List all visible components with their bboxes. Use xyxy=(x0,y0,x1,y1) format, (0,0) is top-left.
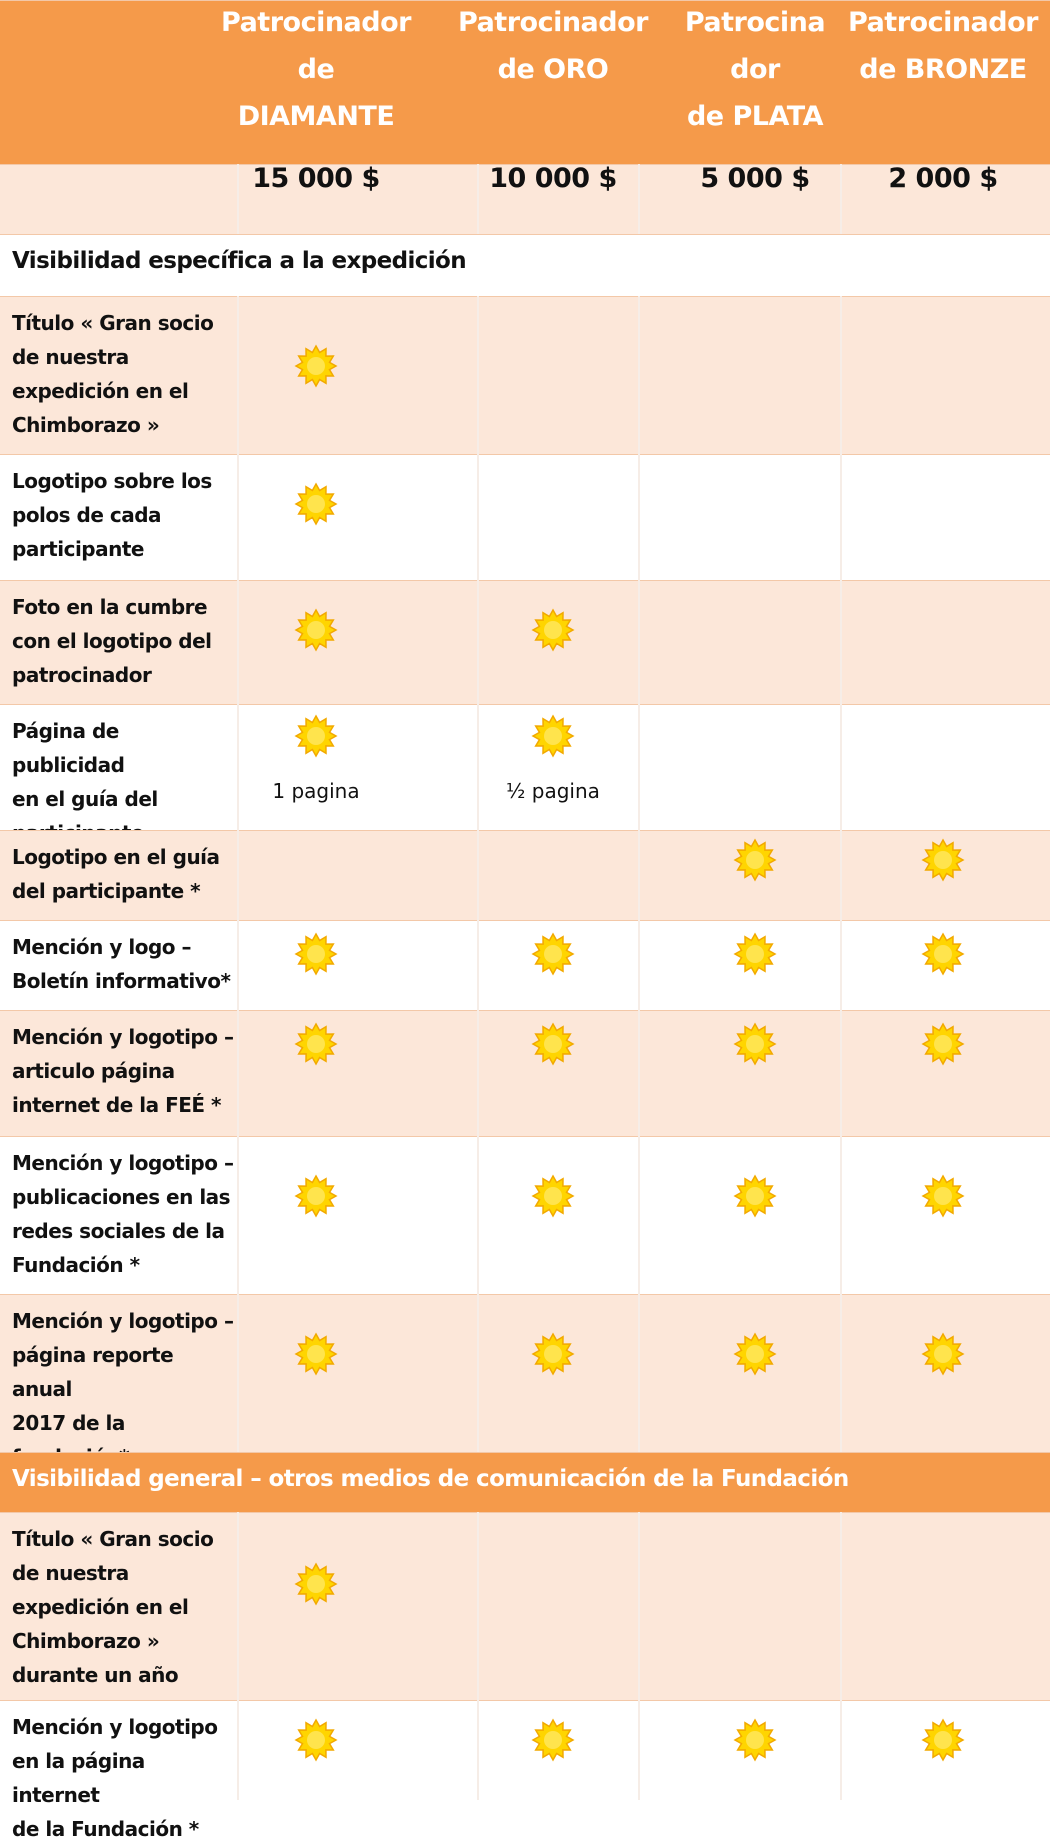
column-divider xyxy=(237,296,239,1452)
sun-icon xyxy=(294,1718,338,1762)
feature-label xyxy=(12,1304,234,1474)
sun-icon xyxy=(294,1022,338,1066)
row-divider xyxy=(0,1512,1050,1513)
tier-header-line: Patrocinador xyxy=(458,7,648,38)
feature-line: publicaciones en las xyxy=(12,1185,231,1209)
feature-label xyxy=(12,1522,234,1692)
tier-price-1: 10 000 $ xyxy=(489,163,617,194)
sun-icon xyxy=(733,838,777,882)
column-divider xyxy=(638,164,640,234)
feature-line: participante xyxy=(12,537,144,561)
feature-label xyxy=(12,306,234,442)
feature-line: Título « Gran socio xyxy=(12,311,214,335)
tier-price-0: 15 000 $ xyxy=(252,163,380,194)
sun-icon xyxy=(921,1174,965,1218)
tier-header-line: dor xyxy=(730,54,780,85)
tier-header-line: de DIAMANTE xyxy=(237,54,395,132)
row-divider xyxy=(0,454,1050,455)
row-divider xyxy=(0,580,1050,581)
feature-line: Foto en la cumbre xyxy=(12,595,208,619)
tier-header-2 xyxy=(655,0,855,140)
feature-line: expedición en el xyxy=(12,1595,189,1619)
sun-icon xyxy=(733,1174,777,1218)
tier-header-line: Patrocina xyxy=(684,7,826,38)
sun-icon xyxy=(531,608,575,652)
feature-line: Mención y logotipo – xyxy=(12,1025,234,1049)
sun-icon xyxy=(921,1022,965,1066)
feature-line: con el logotipo del xyxy=(12,629,212,653)
sun-icon xyxy=(921,1718,965,1762)
sun-icon xyxy=(294,1332,338,1376)
feature-line: Fundación * xyxy=(12,1253,140,1277)
sun-icon xyxy=(294,344,338,388)
row-divider xyxy=(0,1700,1050,1701)
tier-header-line: Patrocinador xyxy=(221,7,411,38)
feature-label xyxy=(12,840,234,908)
column-divider xyxy=(237,1512,239,1800)
row-divider xyxy=(0,704,1050,705)
feature-line: en el guía del xyxy=(12,787,158,811)
feature-line: redes sociales de la xyxy=(12,1219,225,1243)
section-title: Visibilidad general – otros medios de comunicación de la Fundación xyxy=(12,1466,849,1492)
feature-line: Página de publicidad xyxy=(12,719,125,777)
row-divider xyxy=(0,296,1050,297)
sun-icon xyxy=(531,932,575,976)
row-divider xyxy=(0,234,1050,235)
feature-line: Logotipo en el guía xyxy=(12,845,220,869)
row-divider xyxy=(0,920,1050,921)
tier-price-3: 2 000 $ xyxy=(888,163,998,194)
feature-line: de nuestra xyxy=(12,345,129,369)
feature-line: Mención y logotipo xyxy=(12,1715,218,1739)
feature-line: Mención y logo – xyxy=(12,935,191,959)
feature-line: Mención y logotipo – xyxy=(12,1309,234,1333)
feature-line: Chimborazo » xyxy=(12,413,160,437)
feature-label xyxy=(12,1146,234,1282)
feature-line: Boletín informativo* xyxy=(12,969,231,993)
feature-line: en la página internet xyxy=(12,1749,145,1807)
feature-label xyxy=(12,464,234,566)
sun-icon xyxy=(921,1332,965,1376)
sun-icon xyxy=(921,932,965,976)
tier-header-line: de BRONZE xyxy=(859,54,1027,85)
sun-icon xyxy=(531,1718,575,1762)
feature-line: internet de la FEÉ * xyxy=(12,1093,221,1117)
feature-line: Logotipo sobre los xyxy=(12,469,212,493)
feature-label xyxy=(12,1710,234,1846)
feature-line: Mención y logotipo – xyxy=(12,1151,234,1175)
section-title: Visibilidad específica a la expedición xyxy=(12,248,467,274)
page-size-note: ½ pagina xyxy=(506,779,600,803)
sun-icon xyxy=(531,1332,575,1376)
sun-icon xyxy=(733,932,777,976)
page-size-note: 1 pagina xyxy=(272,779,360,803)
sun-icon xyxy=(531,1022,575,1066)
tier-header-3 xyxy=(843,0,1043,93)
sun-icon xyxy=(294,714,338,758)
row-divider xyxy=(0,830,1050,831)
sun-icon xyxy=(921,838,965,882)
feature-line: página reporte anual xyxy=(12,1343,174,1401)
column-divider xyxy=(477,296,479,1452)
feature-line: expedición en el xyxy=(12,379,189,403)
column-divider xyxy=(477,1512,479,1800)
column-divider xyxy=(840,1512,842,1800)
feature-line: del participante * xyxy=(12,879,201,903)
row-divider xyxy=(0,1452,1050,1453)
column-divider xyxy=(638,1512,640,1800)
sun-icon xyxy=(531,1174,575,1218)
sun-icon xyxy=(294,482,338,526)
sun-icon xyxy=(294,1562,338,1606)
tier-header-0 xyxy=(216,0,416,140)
feature-line: Chimborazo » xyxy=(12,1629,160,1653)
column-divider xyxy=(237,164,239,234)
feature-label xyxy=(12,930,234,998)
sun-icon xyxy=(294,608,338,652)
feature-line: de la Fundación * xyxy=(12,1817,199,1841)
tier-header-1 xyxy=(453,0,653,93)
sun-icon xyxy=(733,1718,777,1762)
sun-icon xyxy=(294,1174,338,1218)
column-divider xyxy=(477,164,479,234)
feature-line: de nuestra xyxy=(12,1561,129,1585)
tier-header-line: de ORO xyxy=(497,54,609,85)
tier-price-2: 5 000 $ xyxy=(700,163,810,194)
sun-icon xyxy=(294,932,338,976)
column-divider xyxy=(638,296,640,1452)
feature-label xyxy=(12,590,234,692)
column-divider xyxy=(840,296,842,1452)
feature-label xyxy=(12,1020,234,1122)
row-divider xyxy=(0,1294,1050,1295)
sun-icon xyxy=(733,1022,777,1066)
feature-line: Título « Gran socio xyxy=(12,1527,214,1551)
sun-icon xyxy=(531,714,575,758)
sun-icon xyxy=(733,1332,777,1376)
row-divider xyxy=(0,1010,1050,1011)
feature-line: polos de cada xyxy=(12,503,162,527)
column-divider xyxy=(840,164,842,234)
feature-line: patrocinador xyxy=(12,663,152,687)
tier-header-line: Patrocinador xyxy=(848,7,1038,38)
feature-line: articulo página xyxy=(12,1059,175,1083)
row-divider xyxy=(0,1136,1050,1137)
feature-line: 2017 de la xyxy=(12,1411,125,1435)
tier-header-line: de PLATA xyxy=(686,101,824,132)
feature-line: durante un año xyxy=(12,1663,179,1687)
